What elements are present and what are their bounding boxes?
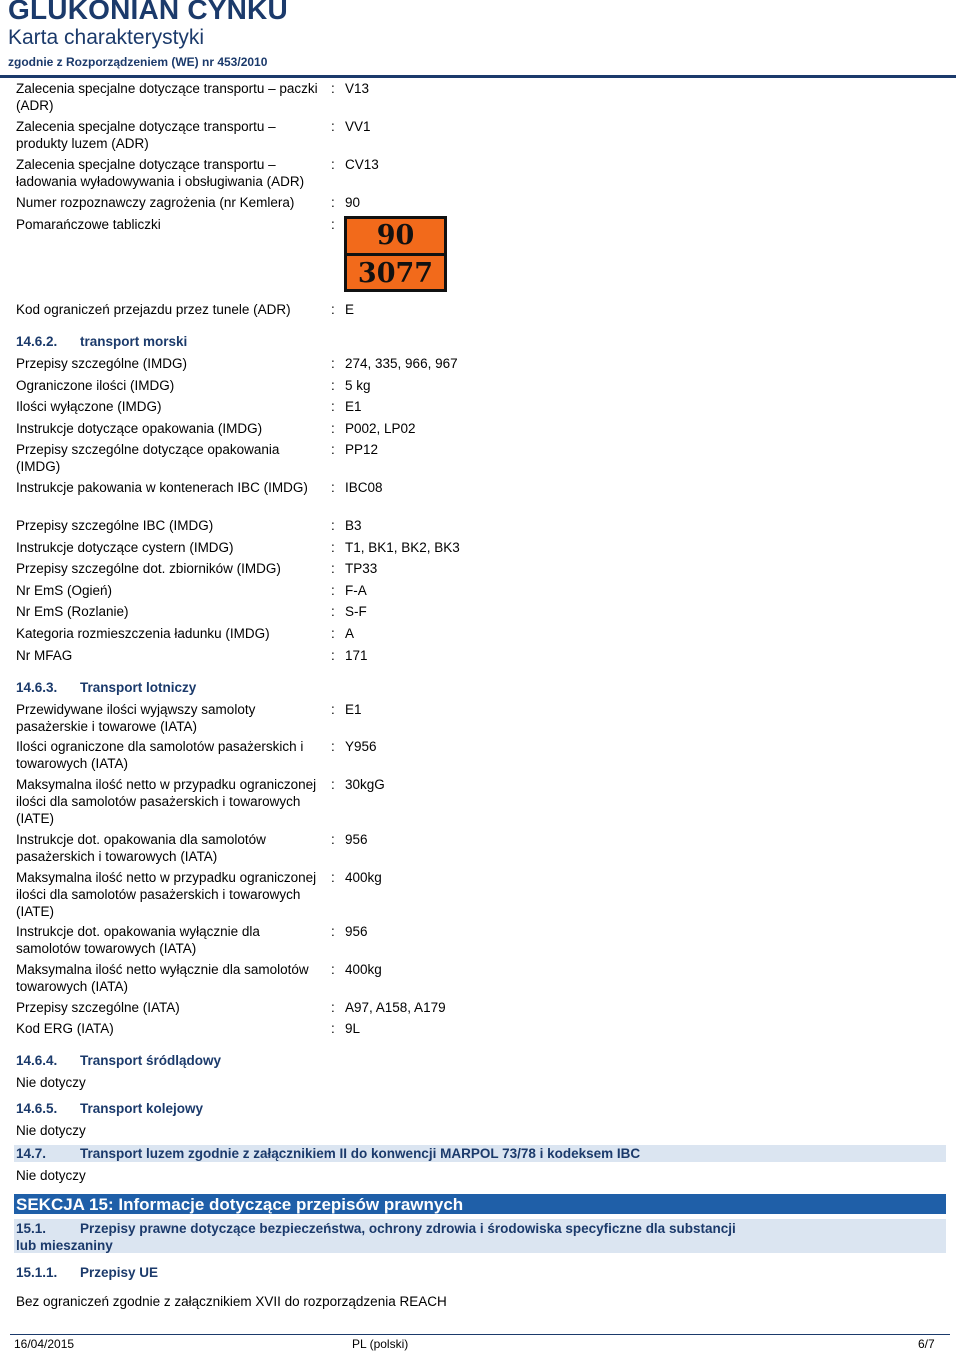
row-colon: : xyxy=(331,561,335,576)
subsection-heading-marpol xyxy=(16,1145,640,1162)
row-value: PP12 xyxy=(345,442,379,457)
row-colon: : xyxy=(331,399,335,414)
row-value: 956 xyxy=(345,832,368,847)
row-colon: : xyxy=(331,648,335,663)
row-colon: : xyxy=(331,217,335,232)
row-colon: : xyxy=(331,356,335,371)
subsection-title: Transport luzem zgodnie z załącznikiem II do konwencji MARPOL 73/78 i kodeksem IBC xyxy=(80,1146,641,1161)
placard-un-number: 3077 xyxy=(357,258,434,289)
subsection-number: 15.1. xyxy=(16,1221,47,1236)
row-label: Numer rozpoznawczy zagrożenia (nr Kemlera) xyxy=(16,195,295,210)
row-label: Przepisy szczególne dot. zbiorników (IMDG) xyxy=(16,561,281,576)
row-label: Maksymalna ilość netto w przypadku ograniczonej ilości dla samolotów pasażerskich i towarowych (IATE) xyxy=(16,870,317,919)
document-title: GLUKONIAN CYNKU xyxy=(8,0,288,25)
regulation-note: zgodnie z Rozporządzeniem (WE) nr 453/2010 xyxy=(8,55,268,69)
row-label: Ilości wyłączone (IMDG) xyxy=(16,399,162,414)
row-value: V13 xyxy=(345,81,370,96)
row-label: Instrukcje dot. opakowania dla samolotów pasażerskich i towarowych (IATA) xyxy=(16,832,266,864)
row-value: E xyxy=(345,302,355,317)
row-colon: : xyxy=(331,702,335,717)
row-colon: : xyxy=(331,832,335,847)
row-value: VV1 xyxy=(345,119,371,134)
row-colon: : xyxy=(331,81,335,96)
row-label: Zalecenia specjalne dotyczące transportu – ładowania wyładowywania i obsługiwania (ADR) xyxy=(16,157,305,189)
row-value: 171 xyxy=(345,648,368,663)
row-colon: : xyxy=(331,626,335,641)
section-title: SEKCJA 15: Informacje dotyczące przepisów prawnych xyxy=(16,1195,464,1214)
subsection-heading-sea xyxy=(16,333,187,350)
row-label: Instrukcje dot. opakowania wyłącznie dla samolotów towarowych (IATA) xyxy=(16,924,260,956)
row-colon: : xyxy=(331,157,335,172)
row-value: E1 xyxy=(345,399,362,414)
row-colon: : xyxy=(331,1021,335,1036)
row-colon: : xyxy=(331,421,335,436)
row-label: Kategoria rozmieszczenia ładunku (IMDG) xyxy=(16,626,270,641)
row-value: TP33 xyxy=(345,561,378,576)
row-label: Ilości ograniczone dla samolotów pasażerskich i towarowych (IATA) xyxy=(16,739,304,771)
header-divider xyxy=(0,75,956,78)
subsection-heading-15-1 xyxy=(16,1220,736,1237)
row-label: Przepisy szczególne (IMDG) xyxy=(16,356,188,371)
subsection-number: 15.1.1. xyxy=(16,1265,58,1280)
row-value: 9L xyxy=(345,1021,361,1036)
subsection-heading-15-1-1 xyxy=(16,1264,158,1281)
row-value: A xyxy=(345,626,355,641)
subsection-number: 14.7. xyxy=(16,1146,47,1161)
document-subtitle: Karta charakterystyki xyxy=(8,26,205,49)
row-value: CV13 xyxy=(345,157,379,172)
row-colon: : xyxy=(331,540,335,555)
row-value: F-A xyxy=(345,583,367,598)
footer-date: 16/04/2015 xyxy=(14,1337,75,1351)
row-label: Maksymalna ilość netto w przypadku ograniczonej ilości dla samolotów pasażerskich i towarowych (IATE) xyxy=(16,777,317,826)
row-colon: : xyxy=(331,739,335,754)
marpol-text: Nie dotyczy xyxy=(16,1168,86,1183)
row-colon: : xyxy=(331,119,335,134)
row-value: E1 xyxy=(345,702,362,717)
row-value: T1, BK1, BK2, BK3 xyxy=(345,540,460,555)
row-label: Kod ERG (IATA) xyxy=(16,1021,114,1036)
placard-hazard-number: 90 xyxy=(376,220,415,251)
subsection-number: 14.6.4. xyxy=(16,1053,58,1068)
row-value: A97, A158, A179 xyxy=(345,1000,446,1015)
row-value: B3 xyxy=(345,518,362,533)
row-label: Pomarańczowe tabliczki xyxy=(16,217,161,232)
row-value: 274, 335, 966, 967 xyxy=(345,356,458,371)
row-label: Nr MFAG xyxy=(16,648,73,663)
row-label: Przepisy szczególne (IATA) xyxy=(16,1000,180,1015)
footer-language: PL (polski) xyxy=(352,1337,409,1351)
subsection-title: transport morski xyxy=(80,334,188,349)
row-colon: : xyxy=(331,378,335,393)
placard-divider xyxy=(347,253,444,256)
subsection-title: Transport lotniczy xyxy=(80,680,197,695)
inland-text: Nie dotyczy xyxy=(16,1075,86,1090)
row-colon: : xyxy=(331,518,335,533)
row-value: 5 kg xyxy=(345,378,371,393)
orange-placard-image xyxy=(344,216,447,292)
row-value: S-F xyxy=(345,604,367,619)
row-value: 30kgG xyxy=(345,777,385,792)
row-label: Zalecenia specjalne dotyczące transportu – produkty luzem (ADR) xyxy=(16,119,276,151)
subsection-title: Przepisy prawne dotyczące bezpieczeństwa, ochrony zdrowia i środowiska specyficzne dla substancji xyxy=(80,1221,736,1236)
row-colon: : xyxy=(331,195,335,210)
subsection-title: Transport śródlądowy xyxy=(80,1053,222,1068)
subsection-heading-air xyxy=(16,679,196,696)
row-colon: : xyxy=(331,1000,335,1015)
row-label: Kod ograniczeń przejazdu przez tunele (ADR) xyxy=(16,302,291,317)
footer-page: 6/7 xyxy=(918,1337,935,1351)
row-colon: : xyxy=(331,442,335,457)
subsection-title-continued: lub mieszaniny xyxy=(16,1238,113,1253)
row-value: IBC08 xyxy=(345,480,383,495)
subsection-number: 14.6.3. xyxy=(16,680,58,695)
row-value: Y956 xyxy=(345,739,377,754)
row-colon: : xyxy=(331,604,335,619)
row-label: Przewidywane ilości wyjąwszy samoloty pasażerskie i towarowe (IATA) xyxy=(16,702,256,734)
row-value: 90 xyxy=(345,195,361,210)
row-colon: : xyxy=(331,480,335,495)
row-value: 400kg xyxy=(345,962,382,977)
row-value: 400kg xyxy=(345,870,382,885)
subsection-title: Transport kolejowy xyxy=(80,1101,204,1116)
row-colon: : xyxy=(331,583,335,598)
row-label: Maksymalna ilość netto wyłącznie dla samolotów towarowych (IATA) xyxy=(16,962,309,994)
footer-divider xyxy=(10,1334,950,1335)
row-label: Ograniczone ilości (IMDG) xyxy=(16,378,175,393)
row-colon: : xyxy=(331,777,335,792)
row-colon: : xyxy=(331,924,335,939)
row-label: Instrukcje dotyczące cystern (IMDG) xyxy=(16,540,234,555)
section15-text: Bez ograniczeń zgodnie z załącznikiem XVII do rozporządzenia REACH xyxy=(16,1294,447,1309)
row-value: 956 xyxy=(345,924,368,939)
row-label: Instrukcje dotyczące opakowania (IMDG) xyxy=(16,421,263,436)
row-label: Nr EmS (Ogień) xyxy=(16,583,113,598)
subsection-number: 14.6.2. xyxy=(16,334,58,349)
subsection-heading-rail xyxy=(16,1100,203,1117)
row-label: Instrukcje pakowania w kontenerach IBC (IMDG) xyxy=(16,480,308,495)
row-label: Nr EmS (Rozlanie) xyxy=(16,604,129,619)
row-colon: : xyxy=(331,870,335,885)
row-label: Przepisy szczególne dotyczące opakowania (IMDG) xyxy=(16,442,280,474)
subsection-number: 14.6.5. xyxy=(16,1101,58,1116)
subsection-heading-inland xyxy=(16,1052,221,1069)
row-colon: : xyxy=(331,302,335,317)
rail-text: Nie dotyczy xyxy=(16,1123,86,1138)
subsection-title: Przepisy UE xyxy=(80,1265,159,1280)
row-label: Przepisy szczególne IBC (IMDG) xyxy=(16,518,214,533)
row-value: P002, LP02 xyxy=(345,421,416,436)
row-label: Zalecenia specjalne dotyczące transportu – paczki (ADR) xyxy=(16,81,318,113)
row-colon: : xyxy=(331,962,335,977)
